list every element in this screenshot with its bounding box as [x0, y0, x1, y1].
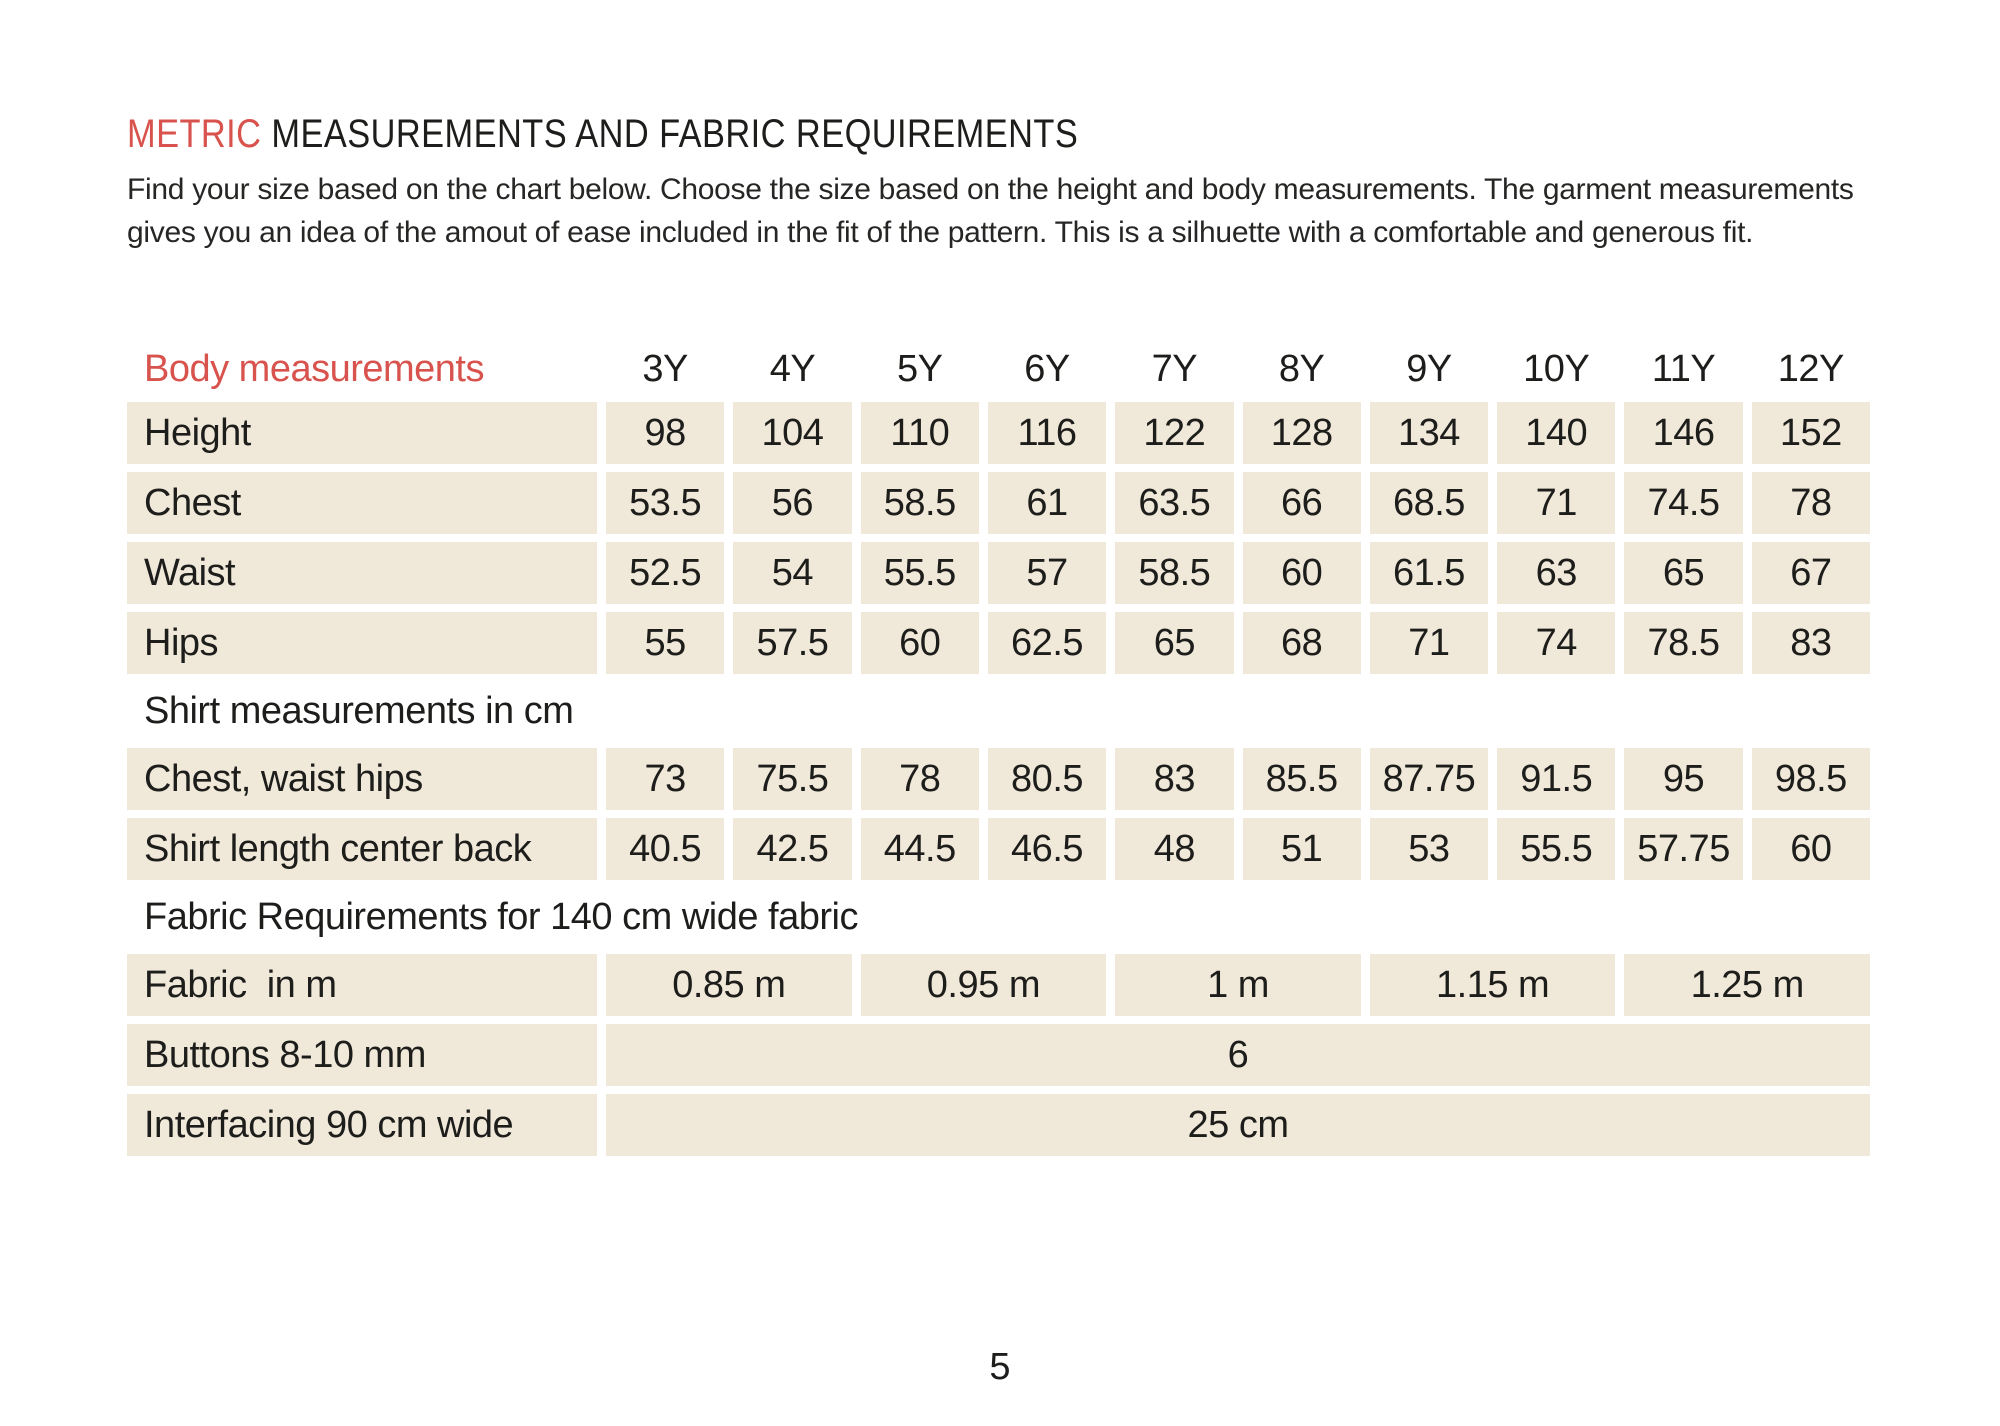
- page-title-highlight: METRIC: [127, 112, 262, 156]
- size-column-header-6y: 6Y: [1024, 347, 1070, 390]
- chest-waist-hips-value: 80.5: [988, 748, 1106, 810]
- waist-value: 60: [1243, 542, 1361, 604]
- height-value: 116: [988, 402, 1106, 464]
- hips-value: 57.5: [733, 612, 851, 674]
- hips-value: 65: [1115, 612, 1233, 674]
- height-value: 128: [1243, 402, 1361, 464]
- chest-value: 56: [733, 472, 851, 534]
- shirt-length-value: 44.5: [861, 818, 979, 880]
- chest-value: 66: [1243, 472, 1361, 534]
- height-value: 104: [733, 402, 851, 464]
- page-title: [127, 110, 1628, 158]
- chest-waist-hips-value: 85.5: [1243, 748, 1361, 810]
- buttons-value: 6: [606, 1024, 1870, 1086]
- hips-value: 74: [1497, 612, 1615, 674]
- page-number: 5: [989, 1346, 1011, 1388]
- chest-value: 58.5: [861, 472, 979, 534]
- hips-value: 78.5: [1624, 612, 1742, 674]
- chest-waist-hips-value: 91.5: [1497, 748, 1615, 810]
- table-header-body-measurements: Body measurements: [144, 347, 484, 390]
- size-column-header-12y: 12Y: [1777, 347, 1844, 390]
- size-column-header-3y: 3Y: [642, 347, 688, 390]
- row-label-shirt-length: Shirt length center back: [127, 818, 597, 880]
- row-label-fabric: Fabric in m: [127, 954, 597, 1016]
- shirt-length-value: 55.5: [1497, 818, 1615, 880]
- intro-paragraph: [127, 168, 1872, 254]
- hips-value: 55: [606, 612, 724, 674]
- height-value: 110: [861, 402, 979, 464]
- chest-waist-hips-value: 73: [606, 748, 724, 810]
- waist-value: 65: [1624, 542, 1742, 604]
- size-column-header-9y: 9Y: [1406, 347, 1452, 390]
- hips-value: 71: [1370, 612, 1488, 674]
- chest-value: 71: [1497, 472, 1615, 534]
- hips-value: 62.5: [988, 612, 1106, 674]
- chest-value: 53.5: [606, 472, 724, 534]
- height-value: 146: [1624, 402, 1742, 464]
- shirt-length-value: 42.5: [733, 818, 851, 880]
- hips-value: 68: [1243, 612, 1361, 674]
- row-label-buttons: Buttons 8-10 mm: [127, 1024, 597, 1086]
- waist-value: 54: [733, 542, 851, 604]
- height-value: 98: [606, 402, 724, 464]
- chest-waist-hips-value: 87.75: [1370, 748, 1488, 810]
- row-label-waist: Waist: [127, 542, 597, 604]
- fabric-value: 0.85 m: [606, 954, 852, 1016]
- height-value: 122: [1115, 402, 1233, 464]
- row-label-interfacing: Interfacing 90 cm wide: [127, 1094, 597, 1156]
- size-column-header-7y: 7Y: [1151, 347, 1198, 390]
- chest-waist-hips-value: 95: [1624, 748, 1742, 810]
- fabric-value: 1.15 m: [1370, 954, 1616, 1016]
- shirt-length-value: 53: [1370, 818, 1488, 880]
- hips-value: 60: [861, 612, 979, 674]
- chest-value: 78: [1752, 472, 1870, 534]
- waist-value: 67: [1752, 542, 1870, 604]
- page-content: [127, 110, 1872, 1156]
- height-value: 140: [1497, 402, 1615, 464]
- shirt-length-value: 48: [1115, 818, 1233, 880]
- waist-value: 57: [988, 542, 1106, 604]
- height-value: 134: [1370, 402, 1488, 464]
- row-label-height: Height: [127, 402, 597, 464]
- waist-value: 61.5: [1370, 542, 1488, 604]
- shirt-length-value: 60: [1752, 818, 1870, 880]
- chest-waist-hips-value: 83: [1115, 748, 1233, 810]
- fabric-value: 1.25 m: [1624, 954, 1870, 1016]
- intro-line-1: Find your size based on the chart below. Choose the size based on the height and body measurements. The garment measurements: [127, 173, 1854, 206]
- size-column-header-11y: 11Y: [1651, 347, 1716, 390]
- measurements-table: [127, 344, 1870, 1156]
- chest-waist-hips-value: 78: [861, 748, 979, 810]
- chest-value: 68.5: [1370, 472, 1488, 534]
- size-column-header-5y: 5Y: [897, 347, 943, 390]
- chest-waist-hips-value: 98.5: [1752, 748, 1870, 810]
- fabric-value: 1 m: [1115, 954, 1361, 1016]
- section-heading-fabric-requirements: Fabric Requirements for 140 cm wide fabric: [144, 895, 858, 938]
- chest-value: 63.5: [1115, 472, 1233, 534]
- shirt-length-value: 51: [1243, 818, 1361, 880]
- interfacing-value: 25 cm: [606, 1094, 1870, 1156]
- waist-value: 55.5: [861, 542, 979, 604]
- height-value: 152: [1752, 402, 1870, 464]
- intro-line-2: gives you an idea of the amout of ease included in the fit of the pattern. This is a silhuette with a comfortable and generous fit.: [127, 216, 1754, 249]
- waist-value: 63: [1497, 542, 1615, 604]
- chest-value: 74.5: [1624, 472, 1742, 534]
- shirt-length-value: 57.75: [1624, 818, 1742, 880]
- waist-value: 52.5: [606, 542, 724, 604]
- chest-waist-hips-value: 75.5: [733, 748, 851, 810]
- row-label-chest: Chest: [127, 472, 597, 534]
- section-heading-shirt-measurements: Shirt measurements in cm: [144, 689, 574, 732]
- fabric-value: 0.95 m: [861, 954, 1107, 1016]
- page-title-rest: MEASUREMENTS AND FABRIC REQUIREMENTS: [261, 112, 1079, 156]
- row-label-hips: Hips: [127, 612, 597, 674]
- chest-value: 61: [988, 472, 1106, 534]
- shirt-length-value: 46.5: [988, 818, 1106, 880]
- size-column-header-8y: 8Y: [1278, 347, 1325, 390]
- waist-value: 58.5: [1115, 542, 1233, 604]
- size-column-header-4y: 4Y: [769, 347, 816, 390]
- row-label-chest-waist-hips: Chest, waist hips: [127, 748, 597, 810]
- size-column-header-10y: 10Y: [1523, 347, 1590, 390]
- hips-value: 83: [1752, 612, 1870, 674]
- shirt-length-value: 40.5: [606, 818, 724, 880]
